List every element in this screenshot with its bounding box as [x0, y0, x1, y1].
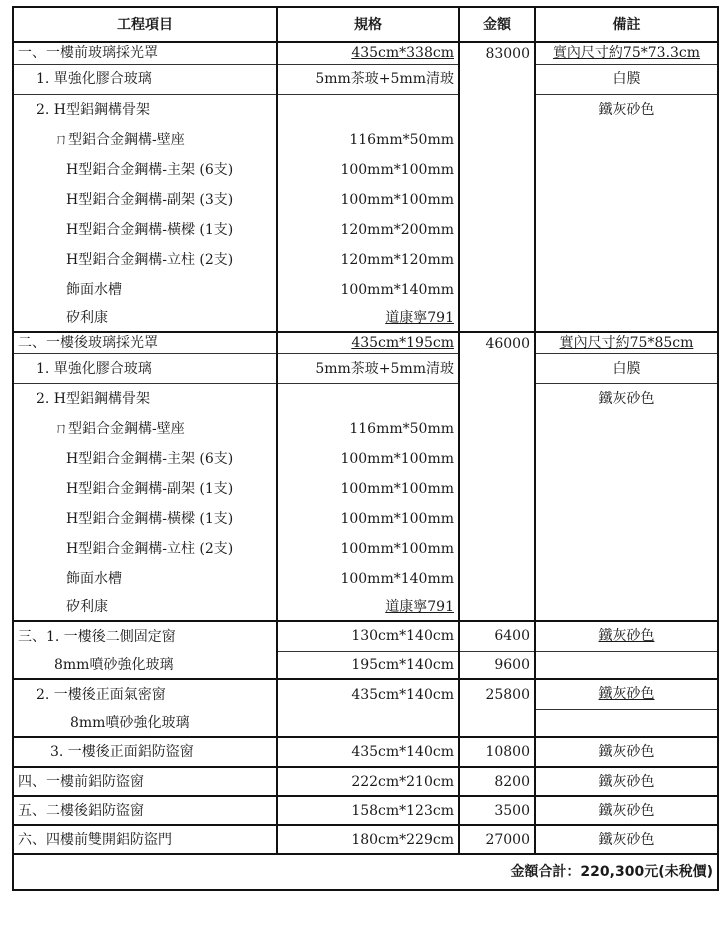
table-row — [13, 332, 718, 354]
glass-name: 1. 單強化膠合玻璃 — [13, 64, 277, 94]
total-row — [13, 854, 718, 890]
component-name: 飾面水槽 — [13, 564, 277, 594]
item-name: 五、二樓後鋁防盜窗 — [13, 796, 277, 825]
table-row — [13, 796, 718, 825]
table-row — [13, 621, 718, 651]
component-name: H型鋁合金鋼構-立柱 (2支) — [13, 534, 277, 564]
section3-a-name: 三、1. 一樓後二側固定窗 — [13, 621, 277, 651]
glass-note: 白膜 — [535, 64, 718, 94]
item-note: 鐵灰砂色 — [535, 796, 718, 825]
item-note: 鐵灰砂色 — [535, 825, 718, 854]
item-spec: 158cm*123cm — [277, 796, 459, 825]
section3-a-note: 鐵灰砂色 — [535, 621, 718, 651]
component-spec: 120mm*200mm — [277, 215, 459, 245]
section3-b-note: 鐵灰砂色 — [535, 679, 718, 709]
total-amount: 金額合計：220,300元(未稅價) — [13, 854, 718, 890]
section3-c-amount: 10800 — [459, 737, 535, 767]
component-name: H型鋁合金鋼構-副架 (3支) — [13, 185, 277, 215]
component-spec: 116mm*50mm — [277, 414, 459, 444]
component-spec: 100mm*100mm — [277, 474, 459, 504]
table-row — [13, 767, 718, 796]
glass-name: 1. 單強化膠合玻璃 — [13, 354, 277, 384]
component-name: 飾面水槽 — [13, 275, 277, 305]
section3-b-glass: 8mm噴砂強化玻璃 — [13, 709, 277, 737]
quotation-table — [12, 6, 719, 891]
section-amount: 83000 — [459, 42, 535, 332]
table-row — [13, 651, 718, 679]
quotation-sheet — [12, 6, 717, 914]
table-header — [13, 7, 718, 42]
section-note: 實內尺寸約75*73.3cm — [535, 42, 718, 64]
header-item: 工程項目 — [13, 7, 277, 42]
component-spec: 120mm*120mm — [277, 245, 459, 275]
component-name: H型鋁合金鋼構-主架 (6支) — [13, 444, 277, 474]
component-spec: 100mm*100mm — [277, 534, 459, 564]
table-row — [13, 354, 718, 384]
item-spec: 180cm*229cm — [277, 825, 459, 854]
table-row — [13, 42, 718, 64]
component-spec: 100mm*100mm — [277, 504, 459, 534]
section3-a-glass: 8mm噴砂強化玻璃 — [13, 651, 277, 679]
table-row — [13, 679, 718, 709]
item-note: 鐵灰砂色 — [535, 767, 718, 796]
section3-c-note: 鐵灰砂色 — [535, 737, 718, 767]
section-title: 二、一樓後玻璃採光罩 — [13, 332, 277, 354]
section3-a-amount: 6400 — [459, 621, 535, 651]
table-row — [13, 64, 718, 94]
glass-note: 白膜 — [535, 354, 718, 384]
item-amount: 3500 — [459, 796, 535, 825]
section3-b-spec: 435cm*140cm — [277, 679, 459, 709]
section3-c-spec: 435cm*140cm — [277, 737, 459, 767]
item-spec: 222cm*210cm — [277, 767, 459, 796]
component-spec: 道康寧791 — [277, 305, 459, 332]
section-amount: 46000 — [459, 332, 535, 622]
section-title: 一、一樓前玻璃採光罩 — [13, 42, 277, 64]
section3-a-glass-spec: 195cm*140cm — [277, 651, 459, 679]
item-name: 六、四樓前雙開鋁防盜門 — [13, 825, 277, 854]
table-row — [13, 737, 718, 767]
frame-name: 2. H型鋁鋼構骨架 — [13, 94, 277, 125]
section3-a-glass-amount: 9600 — [459, 651, 535, 679]
item-amount: 27000 — [459, 825, 535, 854]
component-name: H型鋁合金鋼構-副架 (1支) — [13, 474, 277, 504]
component-spec: 100mm*100mm — [277, 155, 459, 185]
component-spec: 100mm*100mm — [277, 444, 459, 474]
section3-b-amount: 25800 — [459, 679, 535, 709]
component-name: H型鋁合金鋼構-橫樑 (1支) — [13, 504, 277, 534]
component-name: H型鋁合金鋼構-主架 (6支) — [13, 155, 277, 185]
header-amount: 金額 — [459, 7, 535, 42]
component-name: ㄇ型鋁合金鋼構-壁座 — [13, 414, 277, 444]
component-spec: 100mm*140mm — [277, 275, 459, 305]
component-name: ㄇ型鋁合金鋼構-壁座 — [13, 125, 277, 155]
table-row — [13, 384, 718, 415]
section3-a-spec: 130cm*140cm — [277, 621, 459, 651]
table-row — [13, 709, 718, 737]
section-spec: 435cm*195cm — [277, 332, 459, 354]
component-name: H型鋁合金鋼構-立柱 (2支) — [13, 245, 277, 275]
glass-spec: 5mm茶玻+5mm清玻 — [277, 64, 459, 94]
component-name: 矽利康 — [13, 594, 277, 621]
section-spec: 435cm*338cm — [277, 42, 459, 64]
item-name: 四、一樓前鋁防盜窗 — [13, 767, 277, 796]
table-row — [13, 94, 718, 125]
section3-b-name: 2. 一樓後正面氣密窗 — [13, 679, 277, 709]
component-spec: 116mm*50mm — [277, 125, 459, 155]
component-spec: 100mm*140mm — [277, 564, 459, 594]
component-spec: 100mm*100mm — [277, 185, 459, 215]
glass-spec: 5mm茶玻+5mm清玻 — [277, 354, 459, 384]
component-name: 矽利康 — [13, 305, 277, 332]
header-note: 備註 — [535, 7, 718, 42]
item-amount: 8200 — [459, 767, 535, 796]
table-row — [13, 825, 718, 854]
section-note: 實內尺寸約75*85cm — [535, 332, 718, 354]
header-spec: 規格 — [277, 7, 459, 42]
component-spec: 道康寧791 — [277, 594, 459, 621]
section3-c-name: 3. 一樓後正面鋁防盜窗 — [13, 737, 277, 767]
frame-name: 2. H型鋁鋼構骨架 — [13, 384, 277, 415]
component-name: H型鋁合金鋼構-橫樑 (1支) — [13, 215, 277, 245]
frame-note: 鐵灰砂色 — [535, 384, 718, 622]
frame-note: 鐵灰砂色 — [535, 94, 718, 332]
